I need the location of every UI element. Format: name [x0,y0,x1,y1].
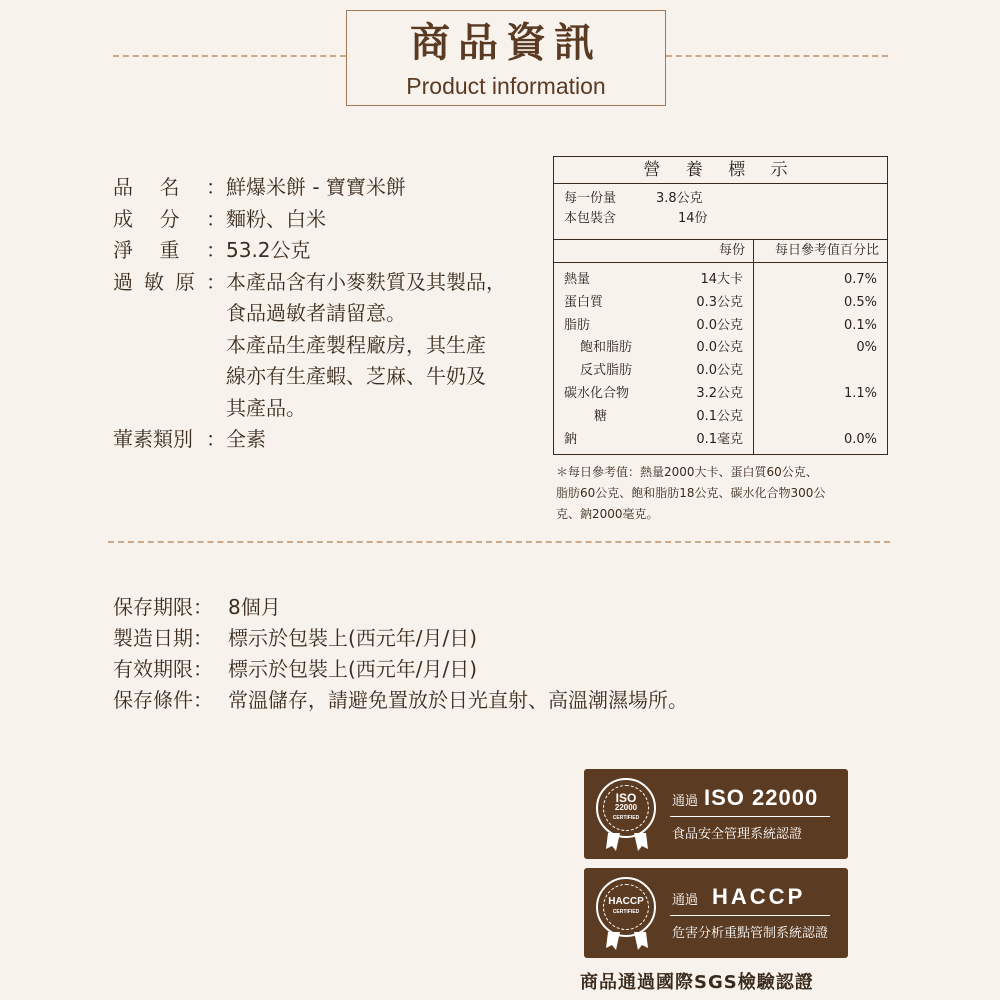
nutrition-table [553,156,888,455]
nutrient-name: 熱量 [564,272,591,287]
sgs-certification-text: 商品通過國際SGS檢驗認證 [580,972,814,993]
nutrient-amount: 0.3公克 [696,294,743,310]
info-row-weight: 淨 重 ： 53.2公克 [113,235,533,267]
nutrient-daily-percent: 0% [856,340,877,356]
nutrition-row [554,429,753,452]
nutrient-name: 鈉 [564,431,578,447]
nutrition-row [554,269,753,292]
nutrient-name: 糖 [594,408,608,424]
info-row-allergen: 過 敏 原 ： 本產品含有小麥麩質及其製品， 食品過敏者請留意。 本產品生產製程廠房，其生產 線亦有生產蝦、芝麻、牛奶及 其產品。 [113,267,533,425]
nutrition-title: 營 養 標 示 [554,157,887,184]
nutrition-row [554,360,753,383]
nutrient-amount: 0.1公克 [696,408,743,424]
nutrient-daily-percent: 1.1% [843,385,877,401]
iso-cert-desc: 食品安全管理系統認證 [672,827,803,842]
nutrient-daily-percent [754,406,887,429]
product-info-list [113,172,533,456]
nutrition-column-header: 每份 每日參考值百分比 [554,240,887,263]
nutrient-amount: 0.1毫克 [696,431,743,447]
nutrient-daily-percent: 0.7% [843,272,877,287]
title-box [346,10,666,106]
storage-row-conditions: 保存條件： 常溫儲存，請避免置放於日光直射、高溫潮濕場所。 [113,688,688,712]
nutrient-amount: 0.0公克 [696,317,743,333]
nutrition-row [554,337,753,360]
allergen-value: 本產品含有小麥麩質及其製品， 食品過敏者請留意。 本產品生產製程廠房，其生產 線亦有生產蝦、芝麻、牛奶及 其產品。 [226,269,506,420]
net-weight-value: 53.2公克 [226,238,311,262]
ingredients-value: 麵粉、白米 [226,206,326,231]
nutrient-daily-percent: 0.1% [843,317,877,333]
section-divider [108,541,890,543]
nutrition-note: ＊每日參考值：熱量2000大卡、蛋白質60公克、 脂肪60公克、飽和脂肪18公克、碳水化合物300公 克、鈉2000毫克。 [556,465,826,521]
product-name-value: 鮮爆米餅 - 寶寶米餅 [226,175,406,199]
nutrient-amount: 14大卡 [700,272,743,287]
header-dash-left [113,55,346,57]
nutrient-name: 碳水化合物 [564,385,630,401]
nutrition-row [554,383,753,406]
haccp-cert-name: HACCP [712,884,806,909]
storage-info-list [113,592,873,716]
info-row-ingredients: 成 分 ： 麵粉、白米 [113,204,533,236]
ribbon-icon [604,833,650,851]
nutrient-amount: 0.0公克 [696,363,743,379]
haccp-badge: HACCP CERTIFIED 通過 HACCP 危害分析重點管制系統認證 [584,868,848,958]
ribbon-icon [604,932,650,950]
nutrient-amount: 3.2公克 [696,385,743,401]
iso-22000-badge: ISO 22000 CERTIFIED 通過 ISO 22000 食品安全管理系統認證 [584,769,848,859]
nutrient-name: 反式脂肪 [580,363,633,379]
nutrient-name: 飽和脂肪 [580,340,633,356]
info-row-diet: 葷素類別 ： 全素 [113,424,533,456]
nutrient-amount: 0.0公克 [696,340,743,356]
iso-cert-name: ISO 22000 [704,785,819,810]
storage-row-manufacture: 製造日期： 標示於包裝上(西元年/月/日) [113,626,478,650]
nutrition-row [554,406,753,429]
diet-type-value: 全素 [226,427,266,451]
page-subtitle: Product information [406,73,606,99]
nutrient-name: 脂肪 [564,317,591,333]
storage-row-shelf-life: 保存期限： 8個月 [113,595,281,619]
haccp-cert-desc: 危害分析重點管制系統認證 [672,926,829,941]
nutrition-row [554,315,753,338]
nutrient-name: 蛋白質 [564,294,604,310]
nutrition-serving: 每一份量 3.8公克 本包裝含 14份 [554,184,887,240]
header-dash-right [666,55,888,57]
nutrient-daily-percent: 0.0% [843,431,877,447]
iso-seal-icon: ISO 22000 CERTIFIED [596,778,656,838]
nutrient-daily-percent [754,360,887,383]
haccp-seal-icon: HACCP CERTIFIED [596,877,656,937]
info-row-name: 品 名 ： 鮮爆米餅 - 寶寶米餅 [113,172,533,204]
nutrient-daily-percent: 0.5% [843,294,877,310]
nutrition-row [554,292,753,315]
page-title: 商品資訊 [410,20,602,66]
storage-row-expiry: 有效期限： 標示於包裝上(西元年/月/日) [113,657,478,681]
